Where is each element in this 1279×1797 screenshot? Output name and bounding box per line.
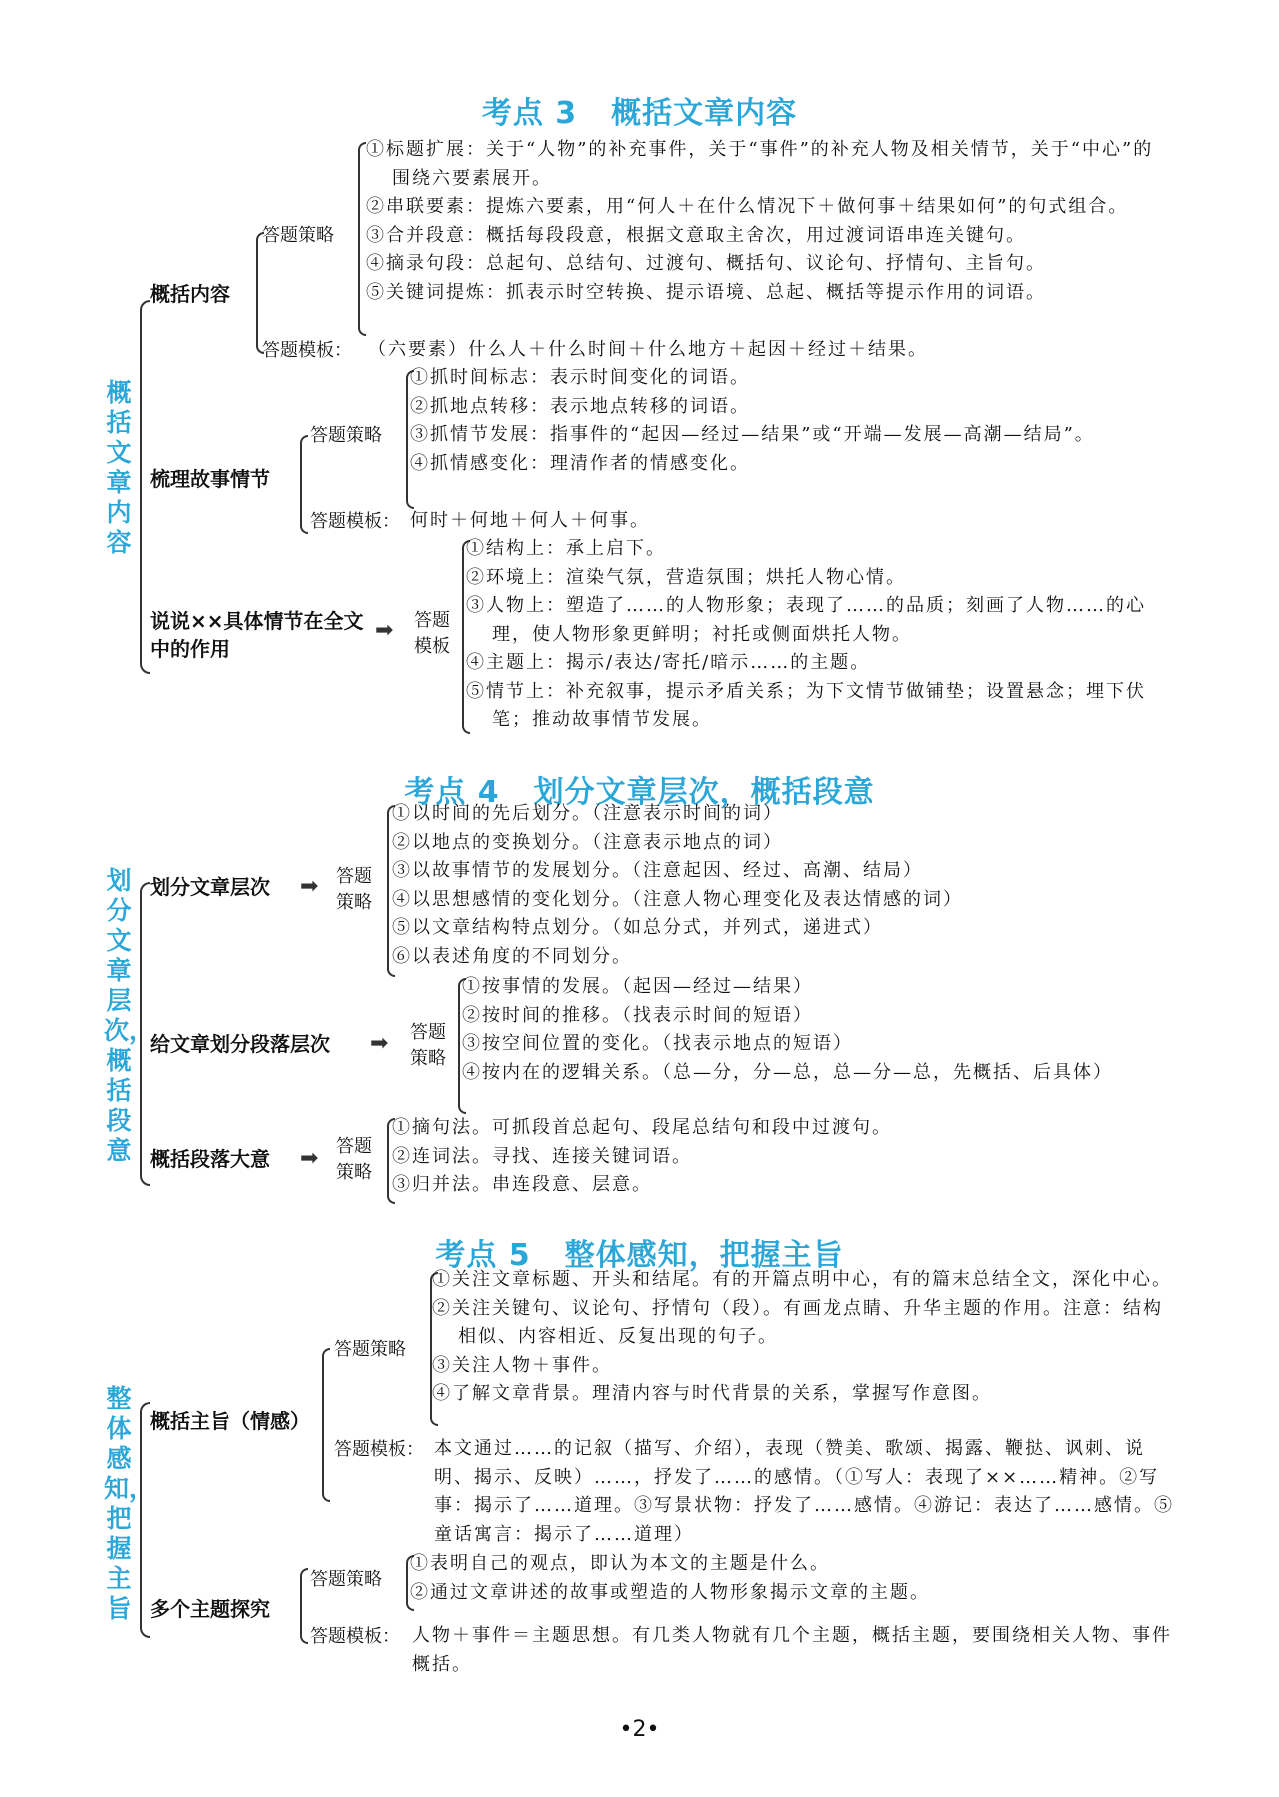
brace-summarize-theme	[322, 1348, 330, 1502]
arrow-right-icon: ➡	[300, 874, 319, 899]
strategy-label: 答题策略	[310, 425, 382, 446]
node-divide-paragraphs: 给文章划分段落层次	[150, 1032, 330, 1056]
section-4-heading: 划分文章层次，概括段意	[533, 775, 875, 810]
strategy-list	[410, 1550, 1170, 1607]
template-text: 何时＋何地＋何人＋何事。	[410, 510, 650, 531]
strategy-label: 答题策略	[334, 1339, 406, 1360]
node-multi-theme: 多个主题探究	[150, 1597, 270, 1621]
section-3-title	[0, 88, 1279, 132]
arrow-label: 答题模板	[414, 610, 450, 657]
section-4-side-title: 划分文章层次，概括段意	[104, 866, 155, 1165]
template-label: 答题模板：	[334, 1439, 424, 1460]
template-text: （六要素）什么人＋什么时间＋什么地方＋起因＋经过＋结果。	[368, 339, 928, 360]
list-item: ②抓地点转移：表示地点转移的词语。	[410, 395, 750, 417]
list-item: ②关注关键句、议论句、抒情句（段）。有画龙点睛、升华主题的作用。注意：结构相似、内容相近、反复出现的句子。	[432, 1297, 1163, 1347]
list-item: ①标题扩展：关于“人物”的补充事件，关于“事件”的补充人物及相关情节，关于“中心”的围绕六要素展开。	[366, 139, 1154, 189]
arrow-label: 答题策略	[336, 1136, 372, 1183]
strategy-label: 答题策略	[262, 225, 334, 246]
list-item: ③关注人物＋事件。	[432, 1354, 612, 1376]
list-item: ③抓情节发展：指事件的“起因—经过—结果”或“开端—发展—高潮—结局”。	[410, 424, 1095, 445]
strategy-list	[462, 973, 1162, 1087]
list-item: ③合并段意：概括每段段意，根据文意取主舍次，用过渡词语串连关键句。	[366, 224, 1026, 246]
template-text: 人物＋事件＝主题思想。有几类人物就有几个主题，概括主题，要围绕相关人物、事件概括。	[412, 1625, 1172, 1675]
list-item: ④主题上：揭示/表达/寄托/暗示……的主题。	[466, 652, 871, 673]
list-item: ④抓情感变化：理清作者的情感变化。	[410, 452, 750, 474]
section-5-number: 考点 5	[435, 1238, 531, 1273]
section-4-main-brace	[140, 882, 150, 1186]
strategy-label: 答题策略	[310, 1569, 382, 1590]
section-5-side-title: 整体感知，把握主旨	[104, 1384, 155, 1623]
template-body: 本文通过……的记叙（描写、介绍），表现（赞美、歌颂、揭露、鞭挞、讽刺、说明、揭示、反映）……，抒发了……的感情。（①写人：表现了××……精神。②写事：揭示了……道理。③写景状物：抒发了……感情。④游记：表达了……感情。⑤童话寓言：揭示了……道理）	[434, 1438, 1174, 1545]
node-divide-levels: 划分文章层次	[150, 875, 270, 899]
section-5-main-brace	[140, 1402, 150, 1638]
list-item: ①抓时间标志：表示时间变化的词语。	[410, 367, 750, 388]
arrow-right-icon: ➡	[370, 1031, 389, 1056]
list-item: ①结构上：承上启下。	[466, 538, 666, 559]
list-item: ④以思想感情的变化划分。（注意人物心理变化及表达情感的词）	[392, 888, 963, 910]
template-label: 答题模板：	[262, 340, 352, 361]
list-item: ⑤以文章结构特点划分。（如总分式，并列式，递进式）	[392, 917, 883, 938]
strategy-list	[392, 800, 1172, 971]
list-item: ①按事情的发展。（起因—经过—结果）	[462, 976, 813, 997]
section-4-number: 考点 4	[404, 775, 500, 810]
node-sort-plot: 梳理故事情节	[150, 467, 270, 491]
node-summarize-content: 概括内容	[150, 282, 230, 306]
node-summarize-paragraph: 概括段落大意	[150, 1147, 270, 1171]
list-item: ①以时间的先后划分。（注意表示时间的词）	[392, 803, 783, 824]
list-item: ②通过文章讲述的故事或塑造的人物形象揭示文章的主题。	[410, 1581, 930, 1603]
brace-summarize-content	[256, 232, 264, 354]
list-item: ⑤关键词提炼：抓表示时空转换、提示语境、总起、概括等提示作用的词语。	[366, 281, 1046, 303]
list-item: ⑤情节上：补充叙事，提示矛盾关系；为下文情节做铺垫；设置悬念；埋下伏笔；推动故事情节发展。	[466, 680, 1146, 730]
template-text	[434, 1435, 1174, 1549]
list-item: ③按空间位置的变化。（找表示地点的短语）	[462, 1033, 853, 1054]
list-item: ④按内在的逻辑关系。（总—分，分—总，总—分—总，先概括、后具体）	[462, 1061, 1113, 1083]
arrow-right-icon: ➡	[375, 618, 394, 643]
template-label: 答题模板：	[310, 1626, 400, 1647]
list-item: ③人物上：塑造了……的人物形象；表现了……的品质；刻画了人物……的心理，使人物形象更鲜明；衬托或侧面烘托人物。	[466, 595, 1146, 645]
list-item: ①关注文章标题、开头和结尾。有的开篇点明中心，有的篇末总结全文，深化中心。	[432, 1269, 1172, 1290]
arrow-right-icon: ➡	[300, 1146, 319, 1171]
brace-strategy	[358, 142, 366, 336]
strategy-list	[432, 1266, 1172, 1409]
node-summarize-theme: 概括主旨（情感）	[150, 1409, 310, 1433]
list-item: ②环境上：渲染气氛，营造氛围；烘托人物心情。	[466, 566, 906, 588]
section-3-number: 考点 3	[481, 96, 578, 131]
template-label: 答题模板：	[310, 511, 400, 532]
section-5-heading: 整体感知，把握主旨	[564, 1238, 844, 1273]
section-3-heading: 概括文章内容	[611, 96, 798, 131]
section-3-main-brace	[140, 300, 150, 674]
strategy-list	[392, 1114, 1092, 1200]
list-item: ③以故事情节的发展划分。（注意起因、经过、高潮、结局）	[392, 860, 923, 881]
list-item: ③归并法。串连段意、层意。	[392, 1174, 652, 1195]
list-item: ①摘句法。可抓段首总起句、段尾总结句和段中过渡句。	[392, 1117, 892, 1138]
section-3-side-title: 概括文章内容	[106, 378, 132, 557]
strategy-list	[410, 364, 1160, 478]
template-list	[466, 535, 1166, 735]
list-item: ②按时间的推移。（找表示时间的短语）	[462, 1004, 813, 1026]
brace-sort-plot	[300, 435, 308, 534]
arrow-label: 答题策略	[336, 866, 372, 913]
strategy-list	[366, 136, 1156, 307]
node-plot-function: 说说××具体情节在全文中的作用	[150, 609, 364, 661]
list-item: ①表明自己的观点，即认为本文的主题是什么。	[410, 1553, 830, 1574]
list-item: ⑥以表述角度的不同划分。	[392, 945, 632, 967]
list-item: ④了解文章背景。理清内容与时代背景的关系，掌握写作意图。	[432, 1383, 992, 1404]
arrow-label: 答题策略	[410, 1022, 446, 1069]
list-item: ④摘录句段：总起句、总结句、过渡句、概括句、议论句、抒情句、主旨句。	[366, 253, 1046, 274]
list-item: ②以地点的变换划分。（注意表示地点的词）	[392, 831, 783, 853]
list-item: ②串联要素：提炼六要素，用“何人＋在什么情况下＋做何事＋结果如何”的句式组合。	[366, 196, 1129, 217]
page-number: •2•	[619, 1717, 660, 1742]
list-item: ②连词法。寻找、连接关键词语。	[392, 1145, 692, 1167]
brace-multi-theme	[300, 1568, 308, 1644]
